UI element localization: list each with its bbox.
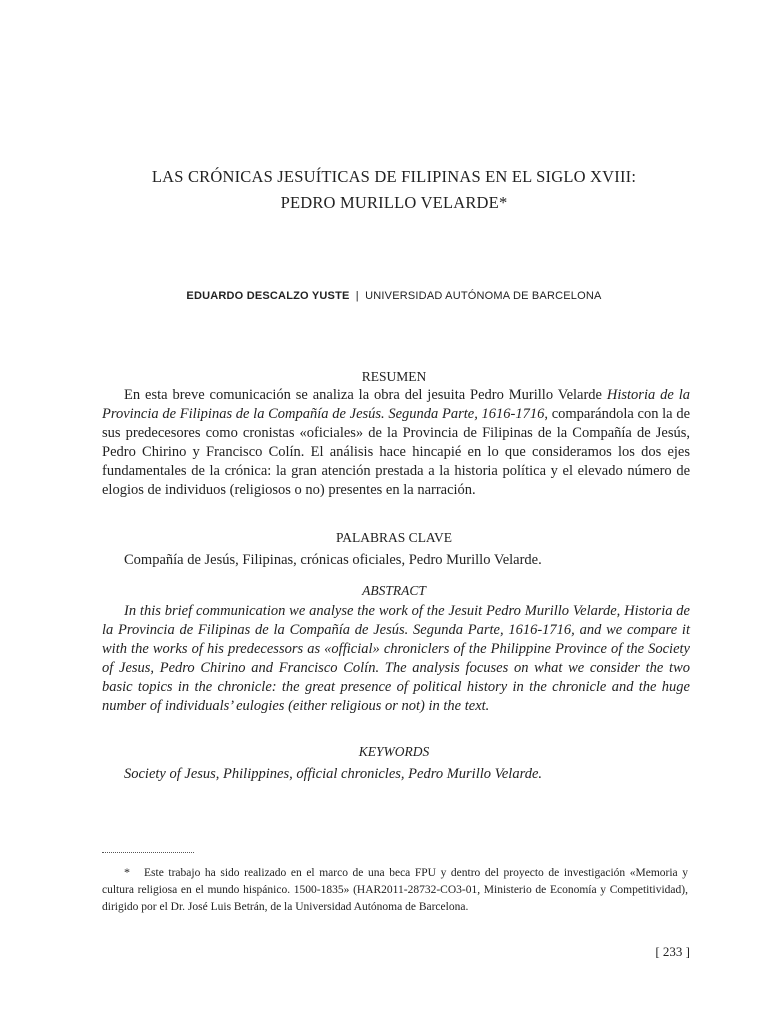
keywords-heading: KEYWORDS [358, 744, 430, 759]
resumen-heading: RESUMEN [361, 369, 427, 384]
title-line-1: LAS CRÓNICAS JESUÍTICAS DE FILIPINAS EN EL SIGLO XVIII: [151, 167, 637, 186]
article-title [100, 164, 688, 216]
abstract-paragraph [102, 602, 690, 716]
byline-separator: | [355, 290, 359, 302]
resumen-text-end: , comparándola con la de sus predecesores como cronistas «oficiales» de la Provincia de Filipinas de la Compañía de Jesús, Pedro Chirino y Francisco Colín. El análisis hace hincapié en lo que consideramos los dos ejes fundamentales de la crónica: la gran atención prestada a la historia política y el elevado número de elogios de individuos (religiosos o no) presentes en la narración. [102, 406, 691, 498]
byline [100, 290, 688, 302]
resumen-paragraph [102, 386, 690, 500]
footnote-marker: * [124, 865, 130, 879]
palabras-clave-text: Compañía de Jesús, Filipinas, crónicas oficiales, Pedro Murillo Velarde. [124, 552, 542, 568]
palabras-clave-heading: PALABRAS CLAVE [336, 530, 452, 545]
resumen-text-start: En esta breve comunicación se analiza la obra del jesuita Pedro Murillo Velarde [124, 387, 607, 403]
abstract-heading: ABSTRACT [362, 583, 426, 598]
abstract-text: In this brief communication we analyse the work of the Jesuit Pedro Murillo Velarde, Historia de la Provincia de Filipinas de la Compañía de Jesús. Segunda Parte, 1616-1716, and we compare it with the works of his predecessors as «official» chroniclers of the Philippine Province of the Society of Jesus, Pedro Chirino and Francisco Colín. The analysis focuses on what we consider the two basic topics in the chronicle: the great presence of political history in the chronicle and the huge number of individuals’ eulogies (either religious or not) in the text. [102, 603, 690, 714]
footnote [102, 864, 688, 916]
author-affiliation: UNIVERSIDAD AUTÓNOMA DE BARCELONA [365, 290, 602, 302]
footnote-divider [102, 852, 194, 853]
resumen-italic-title: Historia de la Provincia de Filipinas de la Compañía de Jesús. Segunda Parte, 1616-1716 [102, 387, 690, 422]
keywords-text: Society of Jesus, Philippines, official chronicles, Pedro Murillo Velarde. [124, 766, 543, 782]
page-number: [ 233 ] [655, 944, 690, 959]
title-line-2: PEDRO MURILLO VELARDE* [280, 193, 508, 212]
footnote-text: Este trabajo ha sido realizado en el marco de una beca FPU y dentro del proyecto de investigación «Memoria y cultura religiosa en el mundo hispánico. 1500-1835» (HAR2011-28732-CO3-01, Ministerio de Economía y Competitividad), dirigido por el Dr. José Luis Betrán, de la Universidad Autónoma de Barcelona. [102, 867, 688, 913]
author-name: EDUARDO DESCALZO YUSTE [186, 290, 350, 302]
